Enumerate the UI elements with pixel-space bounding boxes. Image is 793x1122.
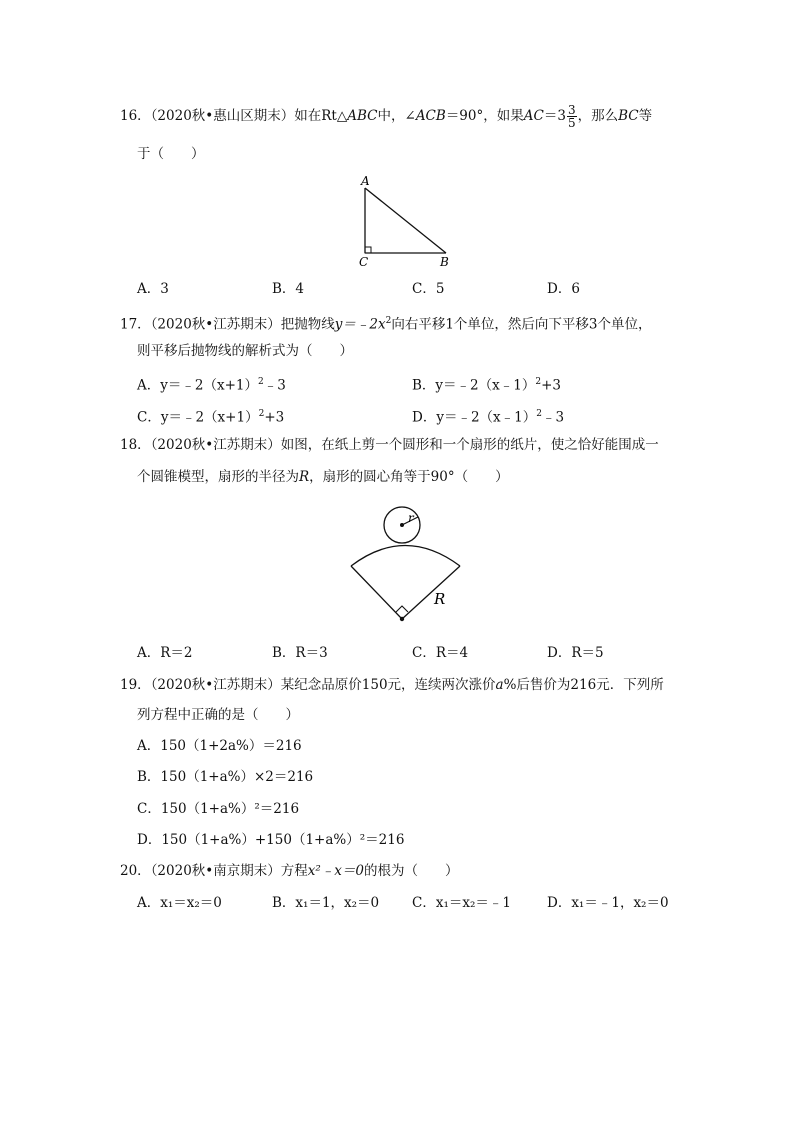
q20-option-b: B．x₁＝1，x₂＝0 [272,895,380,911]
q17-option-c: C．$y=﹣2(x+1)^2+3$ [137,409,285,426]
q20-option-c: C．x₁＝x₂＝﹣1 [412,895,511,911]
q17-exponent: 2 [385,316,392,326]
q16-var-acb: ACB [415,108,446,124]
q16-text: ＝3 [543,108,566,124]
q17-text: 把抛物线 [280,316,335,333]
q18-text: 如图，在纸上剪一个圆形和一个扇形的纸片，使之恰好能围成一 [280,437,659,453]
circle-label-r: r [408,511,414,525]
triangle-label-c: C [359,255,369,269]
q20-source: （2020秋•南京期末） [150,863,281,879]
q16-text: 等 [638,108,653,124]
q18-option-c: C．R＝4 [412,645,469,661]
q17-option-b: B．y＝﹣2（x﹣1）$^2$+3 [412,377,561,394]
q18-source: （2020秋•江苏期末） [150,437,281,453]
q17-stem-line1 [120,311,652,335]
q19-option-c: C．150（1+a%）²＝216 [137,801,300,817]
q20-number: 20． [120,863,151,879]
q18-number: 18． [120,437,151,453]
q19-number: 19． [120,677,151,693]
q16-text: ，那么 [577,108,619,124]
q16-option-c: C．5 [412,281,445,297]
q19-source: （2020秋•江苏期末） [150,677,281,693]
q17-stem-line2: 则平移后抛物线的解析式为（ ） [137,343,353,359]
q16-text: ＝90°，如果 [445,108,524,124]
sector-label-r: R [434,590,446,608]
q16-text: 如在Rt△ [294,108,348,124]
q17-expression: y＝﹣2x [334,316,386,333]
q16-option-b: B．4 [272,281,305,297]
q17-text: 向右平移1个单位，然后向下平移3个单位， [391,316,652,333]
q16-option-a: A．3 [137,281,169,297]
q17-number: 17． [120,316,151,333]
q18-var-r: R [299,469,310,485]
q16-var-ac: AC [523,108,544,124]
q16-stem-line2: 于（ ） [137,146,205,162]
q18-option-b: B．R＝3 [272,645,328,661]
q19-option-d: D．150（1+a%）+150（1+a%）²＝216 [137,832,405,848]
triangle-label-a: A [361,174,370,188]
q16-fraction [567,104,577,129]
q17-option-d: D．y＝﹣2（x﹣1）$^2$﹣3 [412,409,565,426]
q16-source: （2020秋•惠山区期末） [150,108,295,124]
q20-option-a: A．x₁＝x₂＝0 [137,895,222,911]
q16-var-bc: BC [618,108,639,124]
q16-option-d: D．6 [547,281,580,297]
q20-stem-line1 [120,861,459,881]
q19-option-b: B．150（1+a%）×2＝216 [137,769,314,785]
q20-text: 的根为（ ） [364,863,459,879]
q18-text: ，扇形的圆心角等于90°（ ） [309,469,509,485]
q16-frac-den: 5 [567,116,576,130]
q18-cone-figure [340,500,470,630]
q16-number: 16． [120,108,151,124]
q17-option-a: A．$y=﹣2(x+1)^2﹣3$ [137,377,286,394]
q18-text: 个圆锥模型，扇形的半径为 [137,469,299,485]
q18-stem-line1 [120,435,659,455]
q20-equation: x²﹣x＝0 [307,863,364,879]
q20-option-d: D．x₁＝﹣1，x₂＝0 [547,895,669,911]
q19-text: %后售价为216元．下列所 [503,677,664,693]
q19-text: 某纪念品原价150元，连续两次涨价 [280,677,496,693]
q18-stem-line2 [137,467,509,487]
q19-stem-line1 [120,675,664,695]
q19-var-a: a [495,677,504,693]
q16-frac-num: 3 [567,103,576,117]
q16-stem-line1 [120,104,652,129]
q20-text: 方程 [280,863,308,879]
q18-option-a: A．R＝2 [137,645,193,661]
q16-triangle-figure [350,170,460,270]
q17-source: （2020秋•江苏期末） [150,316,281,333]
triangle-label-b: B [440,255,449,269]
q16-var-abc: ABC [347,108,378,124]
q19-option-a: A．150（1+2a%）＝216 [137,738,302,754]
q18-option-d: D．R＝5 [547,645,604,661]
q19-stem-line2: 列方程中正确的是（ ） [137,707,299,723]
q16-text: 中，∠ [377,108,416,124]
